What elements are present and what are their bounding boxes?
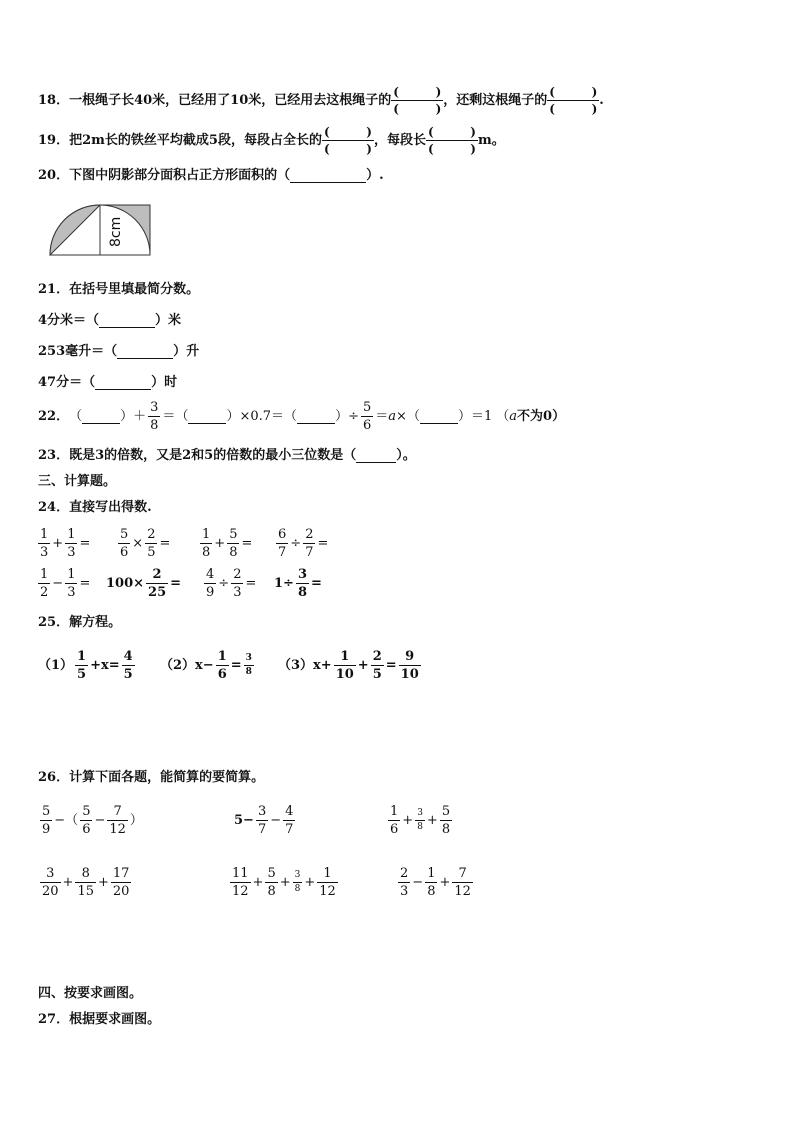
expr: $\frac{5}{6}$ × $\frac{2}{5}$ = <box>120 527 171 560</box>
semicircle-square-figure <box>44 203 154 259</box>
equation-3: （3） x+ $\frac{1}{10}$ + $\frac{2}{5}$ = $\frac{9}{10}$ <box>278 649 419 682</box>
expr: 100× $\frac{2}{25}$ = <box>106 567 182 600</box>
question-24: 24．直接写出得数. <box>38 500 152 515</box>
q26-problem-2: 5− $\frac{3}{7}$ − $\frac{4}{7}$ <box>234 804 294 837</box>
q26-problem-4: $\frac{3}{20}$ + $\frac{8}{15}$ + $\frac{17}{20}$ <box>42 866 130 899</box>
section-3-title: 三、计算题。 <box>38 474 117 489</box>
expr: $\frac{1}{3}$ + $\frac{1}{3}$ = <box>40 527 91 560</box>
answer-blank[interactable] <box>420 410 458 424</box>
answer-blank[interactable] <box>95 376 151 390</box>
answer-fraction-left[interactable]: ( ) ( ) <box>549 85 598 116</box>
question-25: 25．解方程。 <box>38 615 122 630</box>
question-23: 23．既是3的倍数，又是2和5的倍数的最小三位数是（ ）。 <box>38 448 416 463</box>
q24-row-1 <box>36 528 354 559</box>
expr: $\frac{1}{8}$ + $\frac{5}{8}$ = <box>202 527 253 560</box>
dimension-label: 8cm <box>108 216 124 247</box>
answer-blank[interactable] <box>117 345 173 359</box>
question-19: 19． 把2m长的铁丝平均截成5段，每段占全长的 ( ) ( ) ，每段长 ( ) ( ) m。 <box>38 125 505 156</box>
answer-fraction-share[interactable]: ( ) ( ) <box>323 125 372 156</box>
question-21: 21．在括号里填最简分数。 <box>38 282 200 297</box>
q21-item-2: 253毫升＝（ ）升 <box>38 344 200 359</box>
expr: $\frac{1}{2}$ − $\frac{1}{3}$ = <box>40 567 91 600</box>
answer-fraction-used[interactable]: ( ) ( ) <box>393 85 442 116</box>
answer-blank[interactable] <box>290 169 366 183</box>
q26-problem-5: $\frac{11}{12}$ + $\frac{5}{8}$ + $\frac{3}{8}$ + $\frac{1}{12}$ <box>232 866 336 899</box>
expr: 1÷ $\frac{3}{8}$ = <box>274 567 322 600</box>
q26-problem-1: $\frac{5}{9}$ −（ $\frac{5}{6}$ − $\frac{7}{12}$ ） <box>42 804 143 837</box>
q26-problem-3: $\frac{1}{6}$ + $\frac{3}{8}$ + $\frac{5}{8}$ <box>390 804 451 837</box>
answer-blank[interactable] <box>188 410 226 424</box>
q26-problem-6: $\frac{2}{3}$ − $\frac{1}{8}$ + $\frac{7}{12}$ <box>400 866 471 899</box>
answer-blank[interactable] <box>82 410 120 424</box>
expr: $\frac{6}{7}$ ÷ $\frac{2}{7}$ = <box>278 527 329 560</box>
fraction: $\frac{3}{8}$ <box>150 400 159 433</box>
question-20: 20．下图中阴影部分面积占正方形面积的（ ）. <box>38 168 384 183</box>
question-22: 22． （ ） ＋ $\frac{3}{8}$ ＝ （ ） ×0.7＝ （ ） ÷ $\frac{5}{6}$ ＝ a× （ ） ＝1 （ a 不为0） <box>38 400 566 433</box>
question-27: 27．根据要求画图。 <box>38 1012 161 1027</box>
q24-row-2 <box>36 568 344 599</box>
answer-fraction-length[interactable]: ( ) ( ) <box>427 125 476 156</box>
q21-item-1: 4分米＝（ ）米 <box>38 313 182 328</box>
equation-1: （1） $\frac{1}{5}$ +x= $\frac{4}{5}$ <box>38 649 133 682</box>
question-18: 18． 一根绳子长40米，已经用了10米，已经用去这根绳子的 ( ) ( ) ，还剩这根绳子的 ( ) ( ) . <box>38 85 604 116</box>
answer-blank[interactable] <box>356 449 396 463</box>
section-4-title: 四、按要求画图。 <box>38 986 143 1001</box>
fraction: $\frac{5}{6}$ <box>362 400 372 433</box>
answer-blank[interactable] <box>99 314 155 328</box>
expr: $\frac{4}{9}$ ÷ $\frac{2}{3}$ = <box>206 567 257 600</box>
q25-equations <box>38 650 438 681</box>
equation-2: （2） x− $\frac{1}{6}$ = $\frac{3}{8}$ <box>160 649 252 682</box>
answer-blank[interactable] <box>297 410 335 424</box>
question-26: 26．计算下面各题，能简算的要简算。 <box>38 770 265 785</box>
q21-item-3: 47分＝（ ）时 <box>38 375 178 390</box>
